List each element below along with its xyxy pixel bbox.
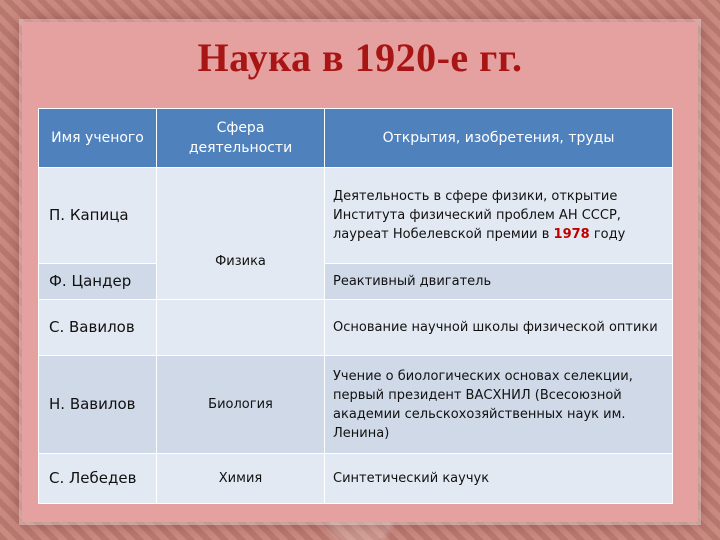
works-cell: Основание научной школы физической оптики <box>325 300 673 356</box>
works-cell: Синтетический каучук <box>325 454 673 504</box>
works-cell: Учение о биологических основах селекции, первый президент ВАСХНИЛ (Всесоюзной академии сельскохозяйственных наук им. Ленина) <box>325 356 673 454</box>
field-of-activity: Физика <box>157 168 325 300</box>
works-cell: Реактивный двигатель <box>325 264 673 300</box>
header-works: Открытия, изобретения, труды <box>325 109 673 168</box>
scientist-name: С. Лебедев <box>39 454 157 504</box>
table-header-row <box>39 109 673 168</box>
field-of-activity-empty <box>157 300 325 356</box>
works-cell <box>325 168 673 264</box>
table-row <box>39 454 673 504</box>
works-text-end: году <box>589 227 626 242</box>
table-row <box>39 168 673 264</box>
works-text: Деятельность в сфере физики, открытие Института физический проблем АН СССР, лауреат Нобелевской премии в <box>333 189 621 242</box>
scientist-name: Ф. Цандер <box>39 264 157 300</box>
science-table <box>38 108 673 504</box>
table-row <box>39 264 673 300</box>
scientist-name: С. Вавилов <box>39 300 157 356</box>
field-of-activity: Химия <box>157 454 325 504</box>
scientist-name: П. Капица <box>39 168 157 264</box>
nobel-year: 1978 <box>553 227 590 242</box>
slide-title: Наука в 1920-е гг. <box>197 35 523 80</box>
table-row <box>39 300 673 356</box>
scientist-name: Н. Вавилов <box>39 356 157 454</box>
table-row <box>39 356 673 454</box>
header-scientist-name: Имя ученого <box>39 109 157 168</box>
header-field: Сфера деятельности <box>157 109 325 168</box>
field-of-activity: Биология <box>157 356 325 454</box>
